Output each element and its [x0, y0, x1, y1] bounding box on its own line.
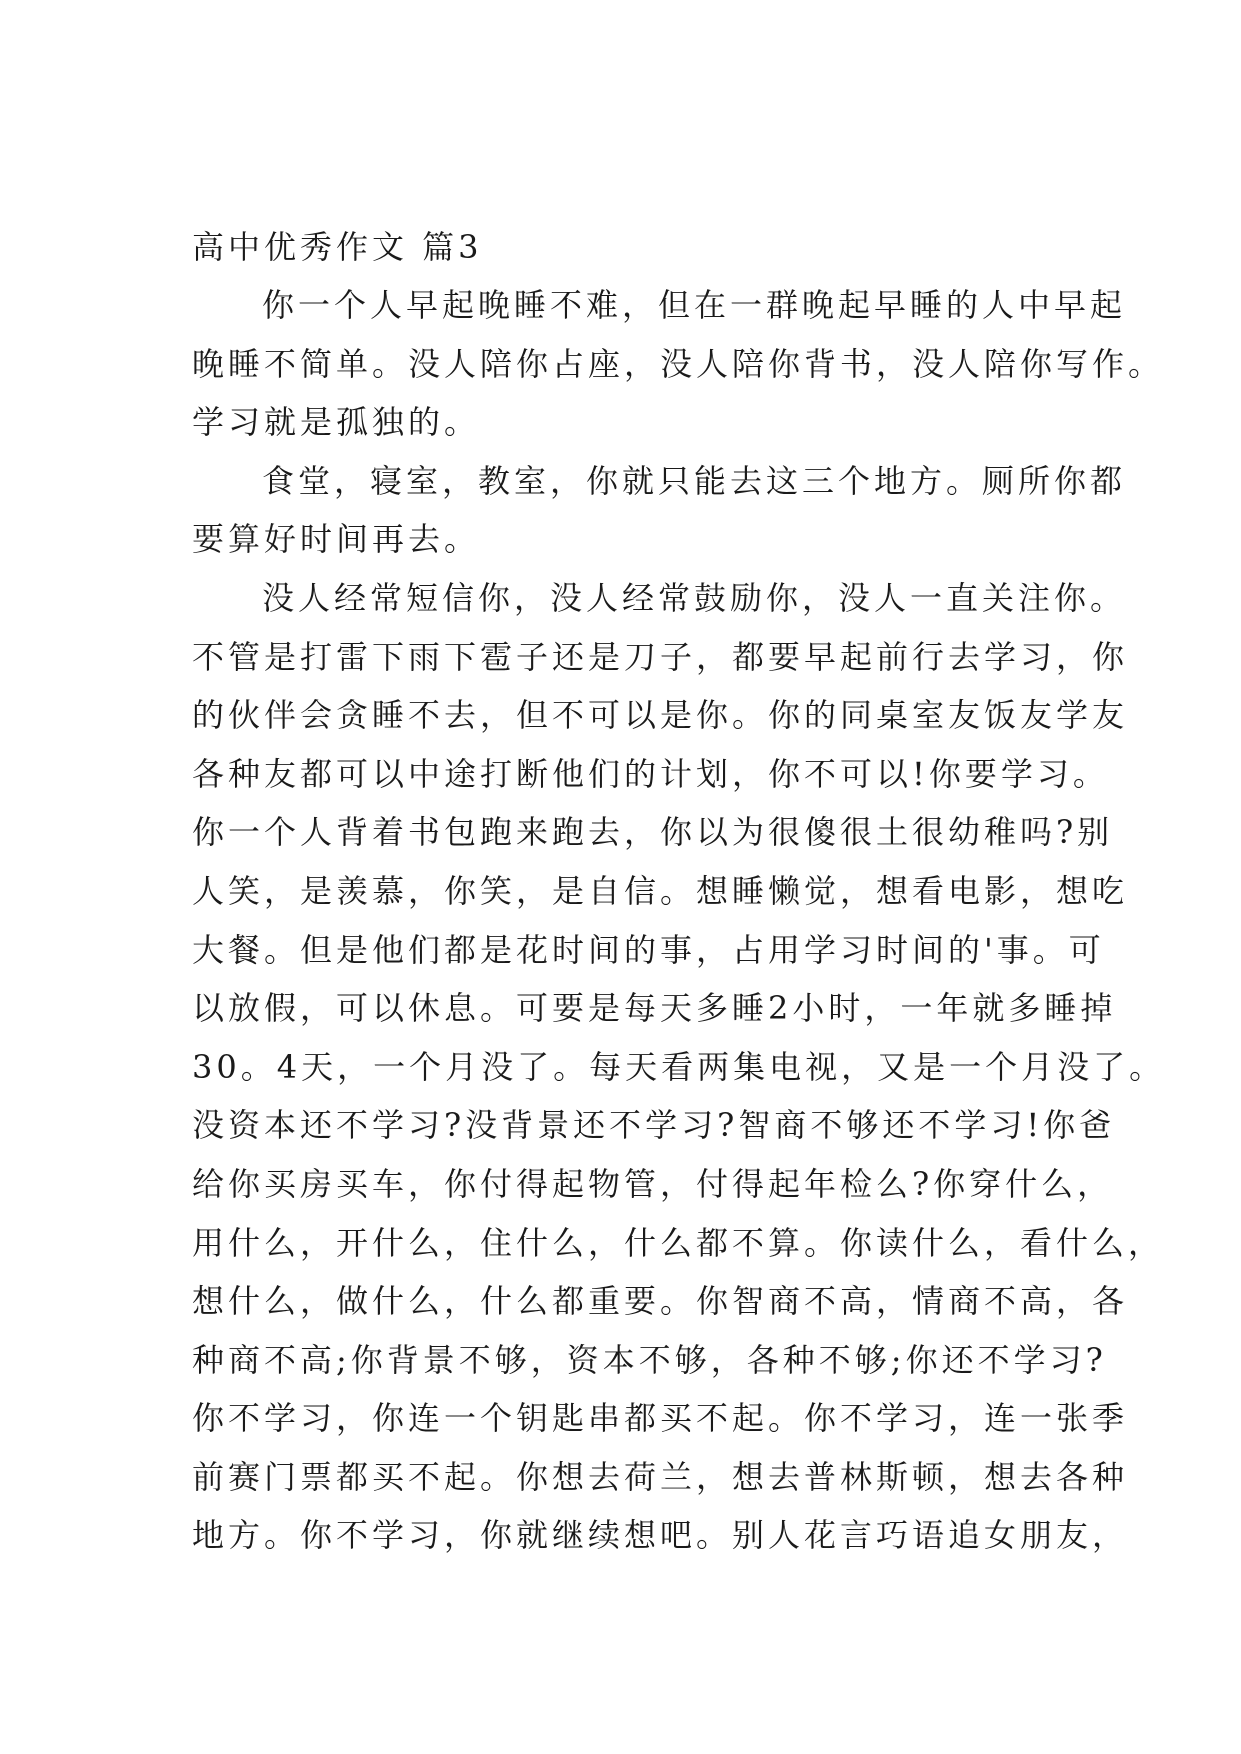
text-line: 种商不高;你背景不够，资本不够，各种不够;你还不学习?: [192, 1340, 1107, 1379]
text-line: 各种友都可以中途打断他们的计划，你不可以!你要学习。: [192, 754, 1109, 793]
text-line: 前赛门票都买不起。你想去荷兰，想去普林斯顿，想去各种: [192, 1457, 1129, 1496]
text-line: 没资本还不学习?没背景还不学习?智商不够还不学习!你爸: [192, 1106, 1116, 1145]
text-line: 不管是打雷下雨下雹子还是刀子，都要早起前行去学习，你: [192, 637, 1129, 676]
text-line: 学习就是孤独的。: [192, 403, 481, 442]
document-title: 高中优秀作文 篇3: [192, 228, 483, 266]
text-line: 人笑，是羡慕，你笑，是自信。想睡懒觉，想看电影，想吃: [192, 871, 1129, 910]
document-body: [192, 218, 1166, 1565]
text-line: 用什么，开什么，住什么，什么都不算。你读什么，看什么，: [192, 1223, 1165, 1262]
text-line: 食堂，寝室，教室，你就只能去这三个地方。厕所你都: [262, 461, 1127, 500]
text-line: 想什么，做什么，什么都重要。你智商不高，情商不高，各: [192, 1282, 1129, 1321]
text-line: 地方。你不学习，你就继续想吧。别人花言巧语追女朋友，: [192, 1516, 1129, 1555]
text-line: 的伙伴会贪睡不去，但不可以是你。你的同桌室友饭友学友: [192, 696, 1129, 735]
paragraph-1: [192, 276, 1165, 452]
text-line: 你一个人早起晚睡不难，但在一群晚起早睡的人中早起: [262, 286, 1127, 324]
text-line: 30。4天，一个月没了。每天看两集电视，又是一个月没了。: [192, 1047, 1166, 1086]
text-line: 大餐。但是他们都是花时间的事，占用学习时间的'事。可: [192, 930, 1105, 969]
text-line: 你不学习，你连一个钥匙串都买不起。你不学习，连一张季: [192, 1399, 1129, 1438]
paragraph-3: [192, 569, 1166, 1565]
text-line: 晚睡不简单。没人陪你占座，没人陪你背书，没人陪你写作。: [192, 344, 1165, 383]
text-line: 没人经常短信你，没人经常鼓励你，没人一直关注你。: [262, 578, 1127, 617]
text-line: 给你买房买车，你付得起物管，付得起年检么?你穿什么，: [192, 1164, 1114, 1203]
text-line: 以放假，可以休息。可要是每天多睡2小时，一年就多睡掉: [192, 989, 1117, 1028]
text-line: 要算好时间再去。: [192, 520, 481, 559]
paragraph-2: [192, 452, 1127, 569]
text-line: 你一个人背着书包跑来跑去，你以为很傻很土很幼稚吗?别: [192, 813, 1114, 852]
